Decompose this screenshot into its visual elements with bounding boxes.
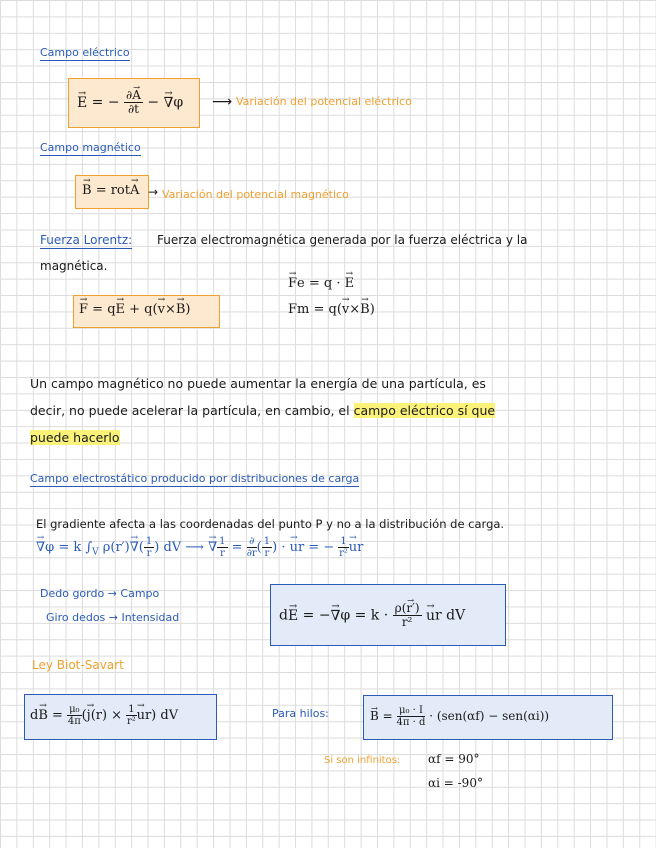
- wire-field-equation: → B = $\frac{\text{μ₀ · I}}{4\pi \cdot d}$ · (sen(αf) − sen(αi)): [370, 705, 549, 728]
- arrow-icon: →: [148, 185, 159, 199]
- lorentz-description-line2: magnética.: [40, 259, 108, 273]
- biot-savart-equation-box: [24, 694, 217, 740]
- heading-campo-electrostatico: Campo electrostático producido por distribuciones de carga: [30, 472, 360, 485]
- heading-campo-magnetico: Campo magnético: [40, 141, 141, 154]
- alpha-f-value: αf = 90°: [428, 752, 480, 766]
- gradient-equation: → ∇φ = k $\int_V$ ρ(r′)→ ∇( $\frac{1}{r}$ ) dV ⟶ → ∇ $\frac{1}{r}$ = $\frac{\partial}{\partial r}$ ( $\frac{1}{r}$ ) · → ur = − $\frac{1}{\text{r²}}$ → ur: [36, 536, 363, 559]
- lorentz-force-equation: → F = q→ E + q(→ v×→ B): [79, 302, 190, 317]
- term-fuerza-lorentz: Fuerza Lorentz:: [40, 233, 133, 247]
- paragraph-line1: Un campo magnético no puede aumentar la energía de una partícula, es: [30, 376, 486, 391]
- highlighted-text: campo eléctrico sí que: [353, 403, 496, 418]
- electrostatic-field-equation: d→ E = −→ ∇φ = k · $\frac{\rho(\to r')}{\text{r²}}$ → ur dV: [279, 602, 465, 629]
- gradient-paragraph: El gradiente afecta a las coordenadas del punto P y no a la distribución de carga.: [36, 517, 505, 531]
- highlighted-text-end: puede hacerlo: [30, 430, 120, 445]
- electric-field-equation: → E = − $\frac{\partial\to A}{\partial t}$ − → ∇φ: [77, 89, 183, 116]
- rule-giro-dedos: Giro dedos → Intensidad: [46, 611, 180, 624]
- wire-field-equation-box: [363, 695, 613, 740]
- label-para-hilos: Para hilos:: [272, 707, 329, 720]
- biot-savart-equation: d→ B = $\frac{\text{μ₀}}{4\pi}$ (→ j(r) × $\frac{1}{\text{r²}}$ → ur) dV: [30, 704, 178, 727]
- electrostatic-field-equation-box: [270, 584, 506, 646]
- arrow-icon: ⟶: [212, 94, 233, 110]
- lorentz-force-equation-box: [73, 295, 220, 328]
- lorentz-description-line1: Fuerza electromagnética generada por la fuerza eléctrica y la: [157, 233, 528, 247]
- energy-paragraph: [30, 370, 626, 451]
- label-si-son-infinitos: Si son infinitos:: [324, 755, 401, 766]
- rule-dedo-gordo: Dedo gordo → Campo: [40, 587, 160, 600]
- paragraph-line2: decir, no puede acelerar la partícula, en cambio, el: [30, 403, 350, 418]
- electric-force-equation: → Fe = q · → E: [288, 276, 354, 291]
- magnetic-field-equation: → B = rot→ A: [82, 183, 139, 198]
- heading-campo-electrico: Campo eléctrico: [40, 46, 130, 59]
- electric-field-equation-box: [68, 78, 200, 128]
- magnetic-force-equation: Fm = q(→ v×→ B): [288, 302, 375, 317]
- heading-biot-savart: Ley Biot-Savart: [32, 658, 124, 672]
- magnetic-field-equation-box: [75, 175, 149, 209]
- magnetic-potential-note: Variación del potencial magnético: [162, 188, 349, 201]
- alpha-i-value: αi = -90°: [428, 776, 483, 790]
- electric-potential-note: Variación del potencial eléctrico: [236, 95, 412, 108]
